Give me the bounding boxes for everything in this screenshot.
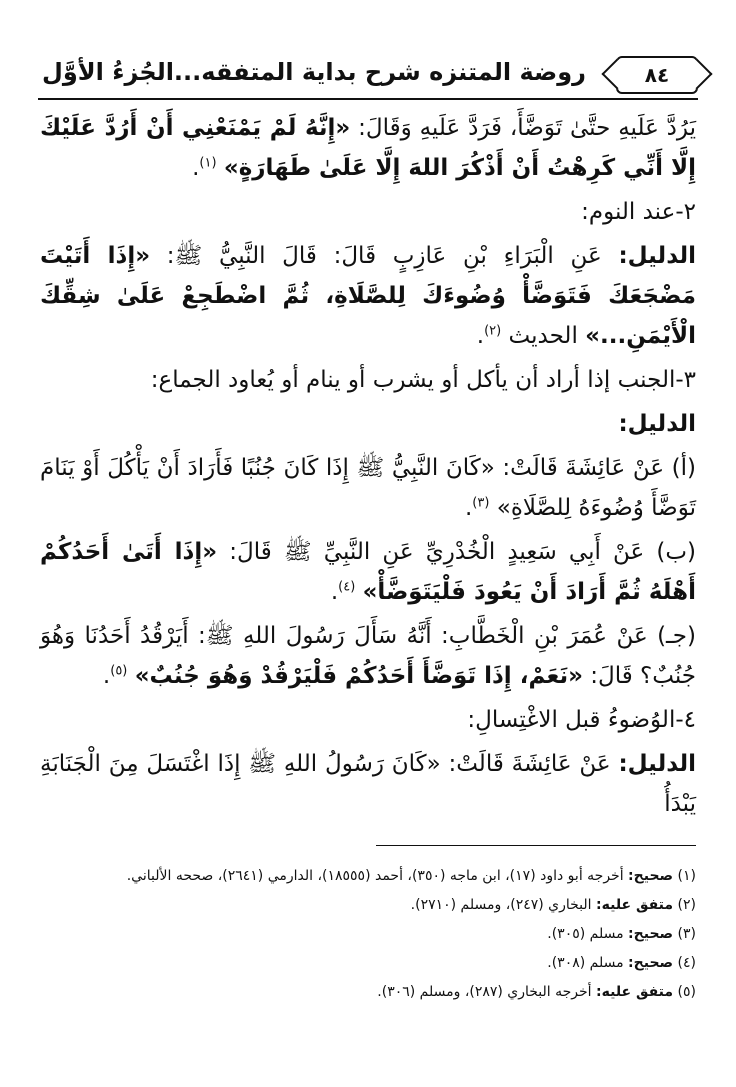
text-run: الحديث bbox=[508, 323, 578, 349]
hadith-quote: «نَعَمْ، إِذَا تَوَضَّأَ أَحَدُكُمْ فَلْيَرْقُدْ وَهُوَ جُنُبٌ» bbox=[134, 663, 583, 689]
evidence-label: الدليل: bbox=[618, 411, 696, 437]
footnote-text: مسلم (٣٠٨). bbox=[547, 955, 624, 971]
page-number: ٨٤ bbox=[644, 63, 670, 87]
footnote-text: البخاري (٢٤٧)، ومسلم (٢٧١٠). bbox=[410, 897, 592, 913]
evidence-3a: (أ) عَنْ عَائِشَةَ قَالَتْ: «كَانَ النَّبِيُّ ﷺ إِذَا كَانَ جُنُبًا فَأَرَادَ أَنْ يَأْكُلَ أَوْ يَنَامَ تَوَضَّأَ وُضُوءَهُ لِلصَّلَاةِ» $^{(٣)}$. bbox=[40, 455, 696, 521]
section-heading-3: ٣-الجنب إذا أراد أن يأكل أو يشرب أو ينام أو يُعاود الجماع: bbox=[150, 367, 696, 393]
footnote-text: أخرجه أبو داود (١٧)، ابن ماجه (٣٥٠)، أحمد (١٨٥٥٥)، الدارمي (٢٦٤١)، صححه الألباني. bbox=[126, 868, 624, 884]
evidence-4 bbox=[40, 744, 696, 824]
footnotes bbox=[40, 862, 696, 1007]
footnote-number: (١) bbox=[677, 868, 696, 884]
footnote-item bbox=[40, 978, 696, 1007]
footnote-text: مسلم (٣٠٥). bbox=[547, 926, 624, 942]
hadith-quote: «إِذَا أَتَيْتَ مَضْجَعَكَ فَتَوَضَّأْ وُضُوءَكَ لِلصَّلَاةِ، ثُمَّ اضْطَجِعْ عَلَىٰ شِقِّكَ الْأَيْمَنِ...» bbox=[40, 243, 696, 349]
text-run: يَرُدَّ عَلَيهِ حتَّىٰ تَوَضَّأَ، فَرَدَّ عَلَيهِ وَقَالَ: bbox=[358, 115, 697, 141]
footnote-text: أخرجه البخاري (٢٨٧)، ومسلم (٣٠٦). bbox=[377, 984, 592, 1000]
evidence-label: الدليل: bbox=[618, 243, 696, 269]
text-run: عَنِ الْبَرَاءِ بْنِ عَازِبٍ قَالَ: قَالَ النَّبِيُّ ﷺ: bbox=[166, 243, 602, 269]
footnote-number: (٥) bbox=[677, 984, 696, 1000]
footnote-ref: (٥) bbox=[110, 663, 128, 679]
footnote-divider bbox=[376, 845, 696, 846]
text-run: (جـ) عَنْ عُمَرَ بْنِ الْخَطَّابِ: أَنَّهُ سَأَلَ رَسُولَ اللهِ ﷺ: أَيَرْقُدُ أَحَدُنَا وَهُوَ جُنُبٌ؟ قَالَ: bbox=[40, 623, 696, 689]
footnote-grade: متفق عليه: bbox=[596, 897, 674, 913]
running-title: روضة المتنزه شرح بداية المتفقه...الجُزءُ الأوَّل bbox=[42, 58, 586, 86]
footnote-item bbox=[40, 949, 696, 978]
footnote-grade: صحيح: bbox=[628, 955, 674, 971]
footnote-ref: (٢) bbox=[484, 323, 502, 339]
footnote-ref: (٤) bbox=[338, 579, 356, 595]
hadith-quote: «إِذَا أَتَىٰ أَحَدُكُمْ أَهْلَهُ ثُمَّ أَرَادَ أَنْ يَعُودَ فَلْيَتَوَضَّأْ» bbox=[40, 539, 696, 605]
text-run: (أ) عَنْ عَائِشَةَ قَالَتْ: «كَانَ النَّبِيُّ ﷺ إِذَا كَانَ جُنُبًا فَأَرَادَ أَنْ يَأْكُلَ أَوْ يَنَامَ تَوَضَّأَ وُضُوءَهُ لِلصَّلَاةِ» bbox=[40, 455, 696, 521]
text-run: (ب) عَنْ أَبِي سَعِيدٍ الْخُدْرِيِّ عَنِ النَّبِيِّ ﷺ قَالَ: bbox=[229, 539, 696, 565]
footnote-item bbox=[40, 920, 696, 949]
text-run: عَنْ عَائِشَةَ قَالَتْ: «كَانَ رَسُولُ اللهِ ﷺ إِذَا اغْتَسَلَ مِنَ الْجَنَابَةِ يَبْدَأُ bbox=[40, 751, 696, 817]
footnote-grade: متفق عليه: bbox=[596, 984, 674, 1000]
footnote-number: (٣) bbox=[677, 926, 696, 942]
section-heading-4: ٤-الوُضوءُ قبل الاغْتِسالِ: bbox=[467, 707, 696, 733]
footnote-ref: (١) bbox=[199, 155, 217, 171]
main-text bbox=[40, 108, 696, 828]
footnote-grade: صحيح: bbox=[628, 926, 674, 942]
footnote-number: (٢) bbox=[677, 897, 696, 913]
page-header bbox=[38, 50, 698, 100]
footnote-item bbox=[40, 891, 696, 920]
page-number-badge bbox=[616, 56, 698, 94]
evidence-2: الدليل: عَنِ الْبَرَاءِ بْنِ عَازِبٍ قَالَ: قَالَ النَّبِيُّ ﷺ: «إِذَا أَتَيْتَ مَضْجَعَكَ فَتَوَضَّأْ وُضُوءَكَ لِلصَّلَاةِ، ثُمَّ اضْطَجِعْ عَلَىٰ شِقِّكَ الْأَيْمَنِ...» الحديث $^{(٢)}$. bbox=[40, 243, 696, 349]
evidence-3c: (جـ) عَنْ عُمَرَ بْنِ الْخَطَّابِ: أَنَّهُ سَأَلَ رَسُولَ اللهِ ﷺ: أَيَرْقُدُ أَحَدُنَا وَهُوَ جُنُبٌ؟ قَالَ: «نَعَمْ، إِذَا تَوَضَّأَ أَحَدُكُمْ فَلْيَرْقُدْ وَهُوَ جُنُبٌ» $^{(٥)}$. bbox=[40, 623, 696, 689]
evidence-3b: (ب) عَنْ أَبِي سَعِيدٍ الْخُدْرِيِّ عَنِ النَّبِيِّ ﷺ قَالَ: «إِذَا أَتَىٰ أَحَدُكُمْ أَهْلَهُ ثُمَّ أَرَادَ أَنْ يَعُودَ فَلْيَتَوَضَّأْ» $^{(٤)}$. bbox=[40, 539, 696, 605]
footnote-ref: (٣) bbox=[472, 495, 490, 511]
evidence-label: الدليل: bbox=[618, 751, 697, 777]
footnote-number: (٤) bbox=[677, 955, 696, 971]
footnote-item bbox=[40, 862, 696, 891]
hadith-quote: «إِنَّهُ لَمْ يَمْنَعْنِي أَنْ أَرُدَّ عَلَيْكَ إِلَّا أَنِّي كَرِهْتُ أَنْ أَذْكُرَ اللهَ إِلَّا عَلَىٰ طَهَارَةٍ» bbox=[40, 115, 696, 181]
footnote-grade: صحيح: bbox=[628, 868, 674, 884]
section-heading-2: ٢-عند النوم: bbox=[581, 199, 696, 225]
paragraph-continuation: يَرُدَّ عَلَيهِ حتَّىٰ تَوَضَّأَ، فَرَدَّ عَلَيهِ وَقَالَ: «إِنَّهُ لَمْ يَمْنَعْنِي أَنْ أَرُدَّ عَلَيْكَ إِلَّا أَنِّي كَرِهْتُ أَنْ أَذْكُرَ اللهَ إِلَّا عَلَىٰ طَهَارَةٍ» $^{(١)}$. bbox=[40, 115, 697, 181]
